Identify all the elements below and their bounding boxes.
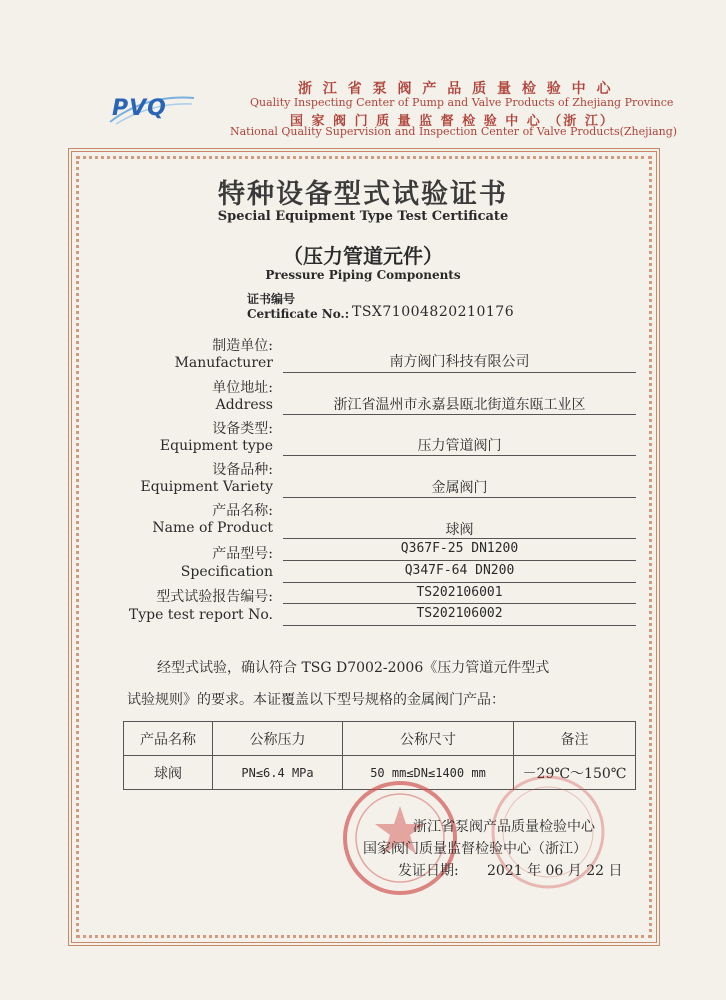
header-center-name-en: Quality Inspecting Center of Pump and Valve Products of Zhejiang Province: [250, 96, 674, 109]
specification-label-cn: 产品型号:: [212, 546, 273, 562]
specification-value-1: Q367F-25 DN1200: [400, 541, 519, 556]
certificate-number-label-en: Certificate No.:: [247, 307, 350, 321]
specification-label-en: Specification: [180, 564, 273, 580]
report-no-label-cn: 型式试验报告编号:: [156, 589, 273, 605]
equipment-variety-label-cn: 设备品种:: [212, 462, 273, 478]
certificate-title-cn: 特种设备型式试验证书: [218, 179, 508, 210]
manufacturer-label-cn: 制造单位:: [212, 338, 273, 354]
table-header-cell: 公称尺寸: [343, 722, 514, 756]
header-center-name-cn: 浙 江 省 泵 阀 产 品 质 量 检 验 中 心: [298, 81, 614, 97]
manufacturer-underline: [283, 372, 636, 373]
equipment-type-underline: [283, 455, 636, 456]
report-no-underline-1: [283, 603, 636, 604]
table-cell: 球阀: [124, 756, 213, 790]
certificate-subtitle-en: Pressure Piping Components: [265, 268, 461, 282]
address-value: 浙江省温州市永嘉县瓯北街道东瓯工业区: [333, 397, 586, 413]
header-national-center-en: National Quality Supervision and Inspection Center of Valve Products(Zhejiang): [230, 125, 678, 138]
equipment-variety-label-en: Equipment Variety: [140, 479, 273, 495]
specification-underline-1: [283, 560, 636, 561]
certificate-subtitle-cn: （压力管道元件）: [283, 244, 443, 268]
table-header-cell: 备注: [514, 722, 636, 756]
table-cell: －29℃～150℃: [514, 756, 636, 790]
equipment-type-value: 压力管道阀门: [417, 438, 502, 454]
equipment-type-label-en: Equipment type: [159, 438, 273, 454]
equipment-variety-value: 金属阀门: [431, 480, 488, 496]
issuer-line-2: 国家阀门质量监督检验中心（浙江）: [363, 841, 587, 857]
address-label-en: Address: [215, 397, 273, 413]
logo-text: PVQ: [112, 96, 167, 121]
issue-date: 2021 年 06 月 22 日: [487, 863, 623, 879]
manufacturer-value: 南方阀门科技有限公司: [389, 354, 530, 370]
certificate-number: TSX71004820210176: [352, 304, 515, 320]
certificate-title-en: Special Equipment Type Test Certificate: [217, 209, 509, 224]
table-header-row: [124, 722, 636, 756]
address-underline: [283, 414, 636, 415]
center-logo: [106, 92, 196, 126]
product-name-label-cn: 产品名称:: [212, 503, 273, 519]
manufacturer-label-en: Manufacturer: [174, 355, 273, 371]
table-header-cell: 产品名称: [124, 722, 213, 756]
header-national-center-cn: 国 家 阀 门 质 量 监 督 检 验 中 心 （浙 江）: [290, 114, 615, 129]
product-name-label-en: Name of Product: [152, 520, 273, 536]
table-header-cell: 公称压力: [213, 722, 343, 756]
address-label-cn: 单位地址:: [212, 380, 273, 396]
product-name-underline: [283, 538, 636, 539]
report-no-label-en: Type test report No.: [128, 607, 273, 623]
report-no-value-2: TS202106002: [416, 606, 503, 621]
statement-line-1: 经型式试验，确认符合 TSG D7002-2006《压力管道元件型式: [157, 660, 550, 676]
specification-underline-2: [283, 582, 636, 583]
table-cell: PN≤6.4 MPa: [213, 756, 343, 790]
statement-line-2: 试验规则》的要求。本证覆盖以下型号规格的金属阀门产品：: [127, 692, 505, 708]
product-name-value: 球阀: [445, 522, 474, 538]
certificate-number-label-cn: 证书编号: [247, 292, 296, 306]
equipment-type-label-cn: 设备类型:: [212, 421, 273, 437]
equipment-variety-underline: [283, 497, 636, 498]
specification-value-2: Q347F-64 DN200: [404, 563, 515, 578]
report-no-underline-2: [283, 625, 636, 626]
table-cell: 50 mm≤DN≤1400 mm: [343, 756, 514, 790]
issue-date-label: 发证日期:: [398, 863, 459, 879]
report-no-value-1: TS202106001: [416, 585, 503, 600]
issuer-line-1: 浙江省泵阀产品质量检验中心: [413, 819, 595, 835]
